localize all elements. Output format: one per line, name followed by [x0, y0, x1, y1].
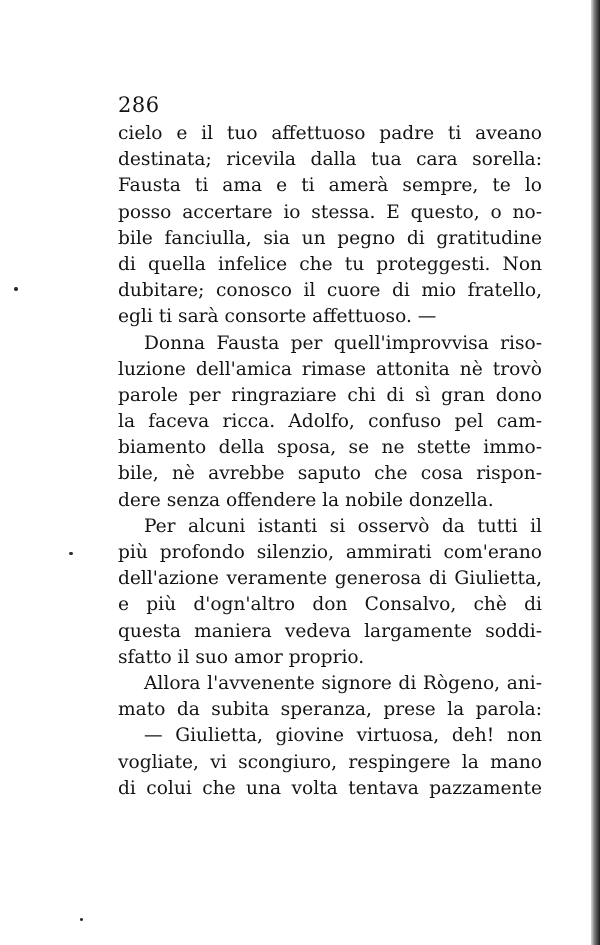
body-text — [118, 121, 542, 802]
text-line: vogliate, vi scongiuro, respingere la mano — [118, 751, 542, 773]
text-line: biamento della sposa, se ne stette immo- — [118, 437, 542, 459]
ink-speck — [14, 287, 18, 291]
text-line: dubitare; conosco il cuore di mio fratello, — [118, 280, 542, 302]
text-line: di colui che una volta tentava pazzamente — [118, 777, 542, 799]
text-line: luzione dell'amica rimase attonita nè trovò — [118, 358, 542, 380]
text-line: destinata; ricevila dalla tua cara sorella: — [118, 149, 542, 171]
text-line: sfatto il suo amor proprio. — [118, 646, 365, 668]
page-number: 286 — [118, 93, 160, 117]
text-line: Per alcuni istanti si osservò da tutti il — [144, 515, 542, 537]
text-line: egli ti sarà consorte affettuoso. — — [118, 306, 437, 328]
text-line: bile, nè avrebbe saputo che cosa rispon- — [118, 463, 542, 485]
text-line: parole per ringraziare chi di sì gran dono — [118, 384, 542, 406]
page-edge-shadow — [591, 0, 600, 945]
text-line: cielo e il tuo affettuoso padre ti aveano — [118, 123, 542, 144]
text-line: dere senza offendere la nobile donzella. — [118, 489, 494, 511]
ink-speck — [80, 918, 83, 921]
text-line: di quella infelice che tu proteggesti. Non — [118, 253, 542, 275]
text-line: più profondo silenzio, ammirati com'erano — [118, 542, 542, 563]
text-line: la faceva ricca. Adolfo, confuso pel cam- — [118, 411, 542, 433]
text-line: Donna Fausta per quell'improvvisa riso- — [144, 332, 542, 354]
ink-speck — [69, 552, 73, 555]
text-line: Fausta ti ama e ti amerà sempre, te lo — [118, 175, 542, 197]
text-line: dell'azione veramente generosa di Giulietta, — [118, 568, 542, 590]
text-line: — Giulietta, giovine virtuosa, deh! non — [144, 725, 542, 747]
text-line: posso accertare io stessa. E questo, o no- — [118, 201, 542, 223]
text-line: Allora l'avvenente signore di Rògeno, ani- — [144, 672, 542, 694]
text-line: bile fanciulla, sia un pegno di gratitudine — [118, 227, 542, 249]
text-line: mato da subita speranza, prese la parola: — [118, 699, 542, 721]
text-line: e più d'ogn'altro don Consalvo, chè di — [118, 594, 542, 616]
text-line: questa maniera vedeva largamente soddi- — [118, 620, 542, 642]
